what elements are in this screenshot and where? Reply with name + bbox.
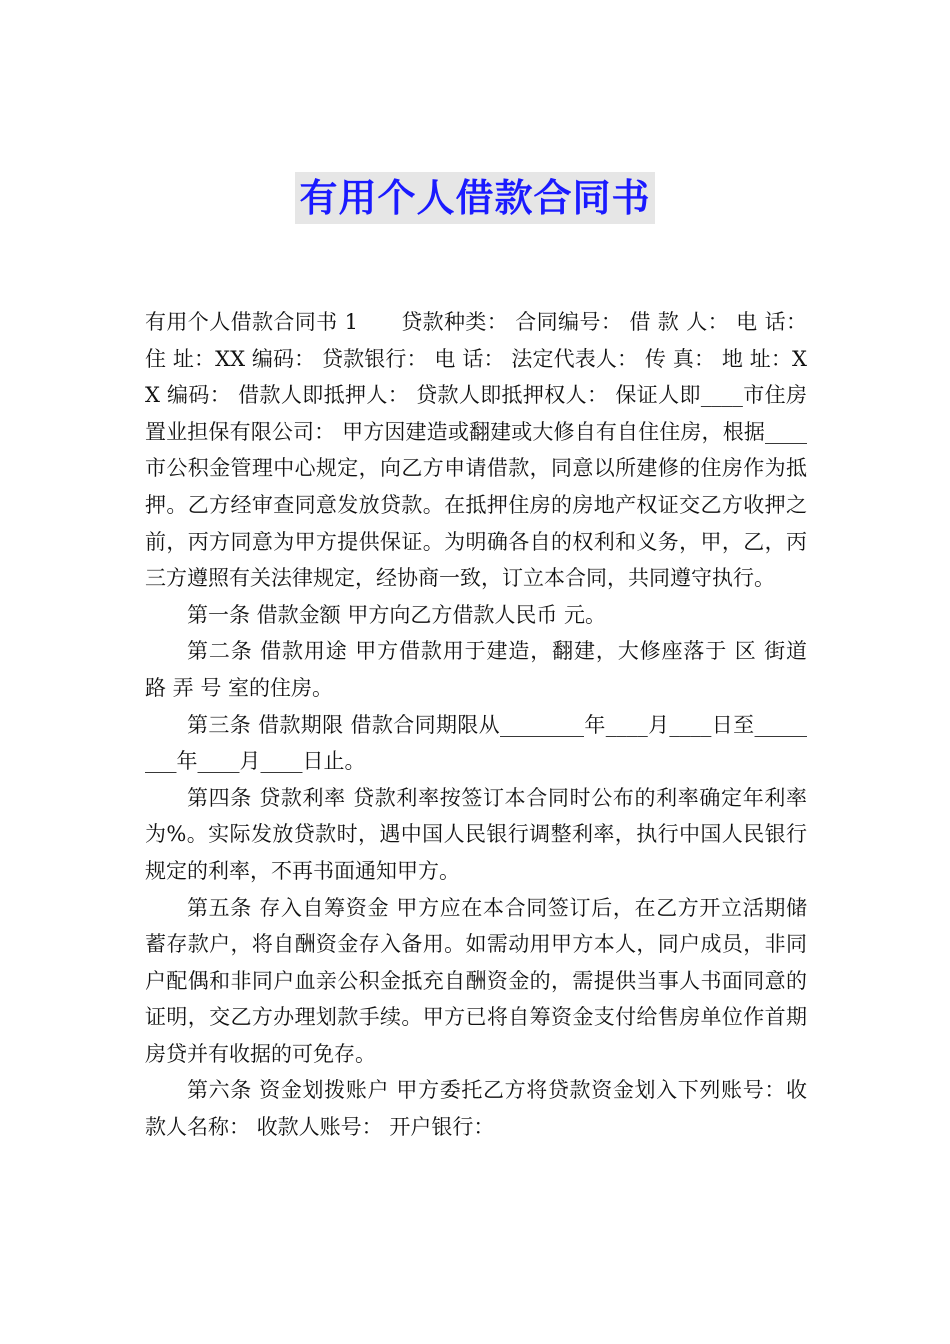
article-5-paragraph: 第五条 存入自筹资金 甲方应在本合同签订后，在乙方开立活期储蓄存款户，将自酬资金存入备用。如需动用甲方本人，同户成员，非同户配偶和非同户血亲公积金抵充自酬资金的，需提供当事人书面同意的证明，交乙方办理划款手续。甲方已将自筹资金支付给售房单位作首期房贷并有收据的可免存。 xyxy=(145,895,807,1066)
title-container xyxy=(0,172,950,224)
article-3-paragraph: 第三条 借款期限 借款合同期限从________年____月____日至________年____月____日止。 xyxy=(145,712,807,774)
article-2-paragraph: 第二条 借款用途 甲方借款用于建造，翻建，大修座落于 区 街道 路 弄 号 室的住房。 xyxy=(145,639,807,700)
article-6-paragraph: 第六条 资金划拨账户 甲方委托乙方将贷款资金划入下列账号：收款人名称： 收款人账号： 开户银行： xyxy=(145,1078,807,1140)
intro-paragraph: 有用个人借款合同书 1 贷款种类： 合同编号： 借 款 人： 电 话： 住 址：XX 编码： 贷款银行： 电 话： 法定代表人： 传 真： 地 址：XX 编码： 借款人即抵押人： 贷款人即抵押权人： 保证人即____市住房置业担保有限公司： 甲方因建造或翻建或大修自有自住住房，根据____市公积金管理中心规定，向乙方申请借款，同意以所建修的住房作为抵押。乙方经审查同意发放贷款。在抵押住房的房地产权证交乙方收押之前，丙方同意为甲方提供保证。为明确各自的权利和义务，甲，乙，丙三方遵照有关法律规定，经协商一致，订立本合同，共同遵守执行。 xyxy=(145,310,807,591)
document-title: 有用个人借款合同书 xyxy=(295,172,654,224)
document-body xyxy=(145,304,807,1146)
article-4-paragraph: 第四条 贷款利率 贷款利率按签订本合同时公布的利率确定年利率为%。实际发放贷款时，遇中国人民银行调整利率，执行中国人民银行规定的利率，不再书面通知甲方。 xyxy=(145,785,807,883)
article-1-paragraph: 第一条 借款金额 甲方向乙方借款人民币 元。 xyxy=(187,602,607,627)
